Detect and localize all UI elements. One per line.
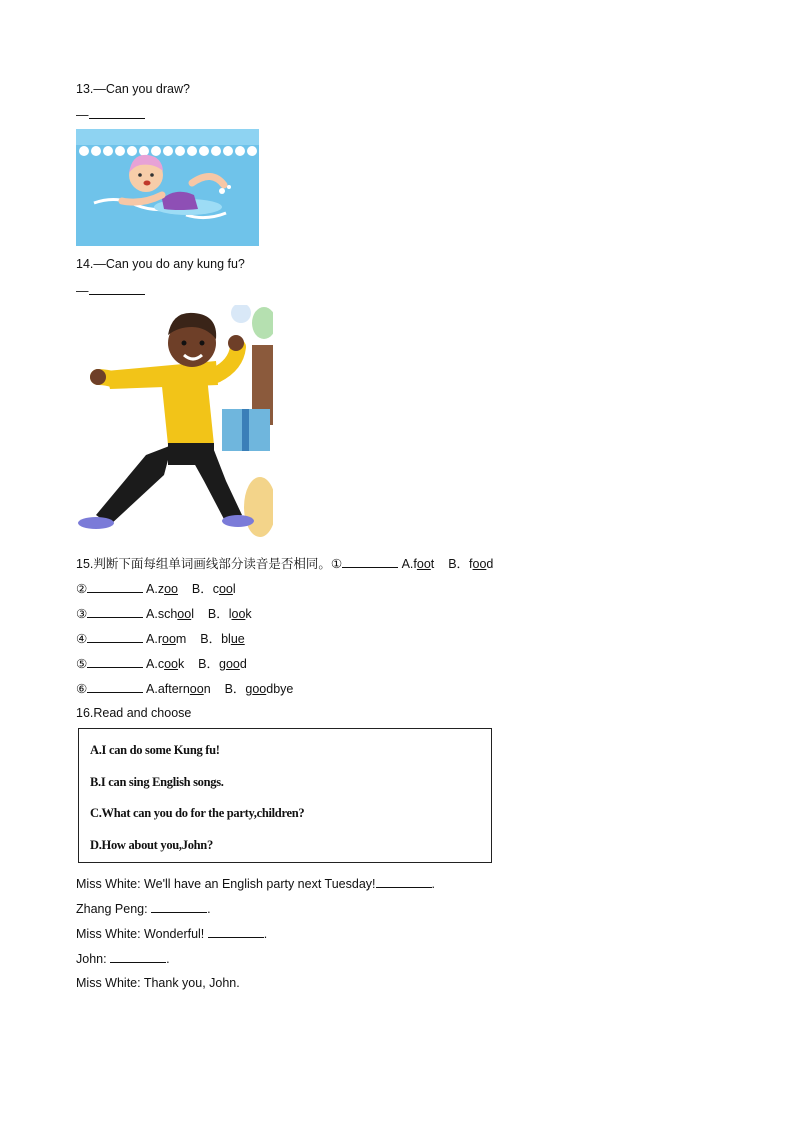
q15-row-1 xyxy=(76,555,493,572)
swimmer-illustration xyxy=(76,129,259,246)
q16-dialogue-line-3 xyxy=(76,925,267,942)
q13-question: 13.—Can you draw? xyxy=(76,82,190,96)
q15-item-6-mark: ⑥ xyxy=(76,681,88,696)
q15-item-1-blank[interactable] xyxy=(342,555,398,568)
q16-option-c: C.What can you do for the party,children? xyxy=(90,806,305,820)
q15-row-4 xyxy=(76,630,245,647)
q15-item-1-a: A.foot xyxy=(401,557,435,571)
q15-item-1-b: B．food xyxy=(448,557,494,571)
q16-dialogue-line-4 xyxy=(76,950,170,967)
q14-answer-line xyxy=(76,282,145,299)
q15-item-4-mark: ④ xyxy=(76,631,88,646)
q15-item-3-mark: ③ xyxy=(76,606,88,621)
q15-item-4-blank[interactable] xyxy=(87,630,143,643)
q15-item-5-mark: ⑤ xyxy=(76,656,88,671)
q15-item-6-blank[interactable] xyxy=(87,680,143,693)
q16-dialogue-line-1 xyxy=(76,875,435,892)
q16-dialogue-3-text: Miss White: Wonderful! xyxy=(76,927,208,941)
q14-dash: — xyxy=(76,284,89,298)
q16-dialogue-1-text: Miss White: We'll have an English party next Tuesday! xyxy=(76,877,376,891)
q15-intro: 15.判断下面每组单词画线部分读音是否相同。 xyxy=(76,557,331,571)
q15-row-5 xyxy=(76,655,247,672)
q15-item-3-blank[interactable] xyxy=(87,605,143,618)
q16-dialogue-line-5 xyxy=(76,975,240,991)
q16-dialogue-2-text: Zhang Peng: xyxy=(76,902,152,916)
q16-option-d: D.How about you,John? xyxy=(90,838,213,852)
q15-item-5-blank[interactable] xyxy=(87,655,143,668)
q16-dialogue-2-blank[interactable] xyxy=(151,900,207,913)
q14-answer-blank[interactable] xyxy=(89,282,145,295)
kungfu-boy-illustration xyxy=(76,305,273,539)
q15-item-2-b: B．cool xyxy=(191,582,236,596)
q15-item-4-b: B．blue xyxy=(200,632,245,646)
q15-item-1-mark: ① xyxy=(330,556,343,571)
q15-item-2-a: A.zoo xyxy=(146,582,178,596)
q15-item-3-a: A.school xyxy=(146,607,194,621)
q16-dialogue-4-period: . xyxy=(166,952,170,966)
q16-dialogue-4-blank[interactable] xyxy=(110,950,166,963)
q16-title: 16.Read and choose xyxy=(76,706,192,720)
q16-dialogue-2-period: . xyxy=(207,902,211,916)
q15-item-6-b: B．goodbye xyxy=(224,682,294,696)
q16-option-a: A.I can do some Kung fu! xyxy=(90,743,220,757)
q13-dash: — xyxy=(76,108,89,122)
q16-dialogue-3-blank[interactable] xyxy=(208,925,264,938)
q16-dialogue-5-text: Miss White: Thank you, John. xyxy=(76,976,240,990)
q16-dialogue-3-period: . xyxy=(263,927,268,941)
q14-question: 14.—Can you do any kung fu? xyxy=(76,257,245,271)
q16-dialogue-line-2 xyxy=(76,900,211,917)
q15-item-3-b: B．look xyxy=(207,607,252,621)
q15-item-5-a: A.cook xyxy=(146,657,185,671)
q15-item-6-a: A.afternoon xyxy=(146,682,211,696)
q13-answer-blank[interactable] xyxy=(89,106,145,119)
q16-dialogue-1-blank[interactable] xyxy=(376,875,432,888)
q16-option-b: B.I can sing English songs. xyxy=(90,775,224,789)
q13-answer-line xyxy=(76,106,145,123)
q16-dialogue-1-period: . xyxy=(431,877,435,891)
q15-row-2 xyxy=(76,580,236,597)
q16-options-box xyxy=(78,728,492,863)
q15-row-3 xyxy=(76,605,252,622)
q15-row-6 xyxy=(76,680,293,697)
q15-item-5-b: B．good xyxy=(198,657,247,671)
q15-item-2-blank[interactable] xyxy=(87,580,143,593)
q15-item-4-a: A.room xyxy=(146,632,187,646)
q16-dialogue-4-text: John: xyxy=(76,952,111,966)
q15-item-2-mark: ② xyxy=(76,581,88,596)
